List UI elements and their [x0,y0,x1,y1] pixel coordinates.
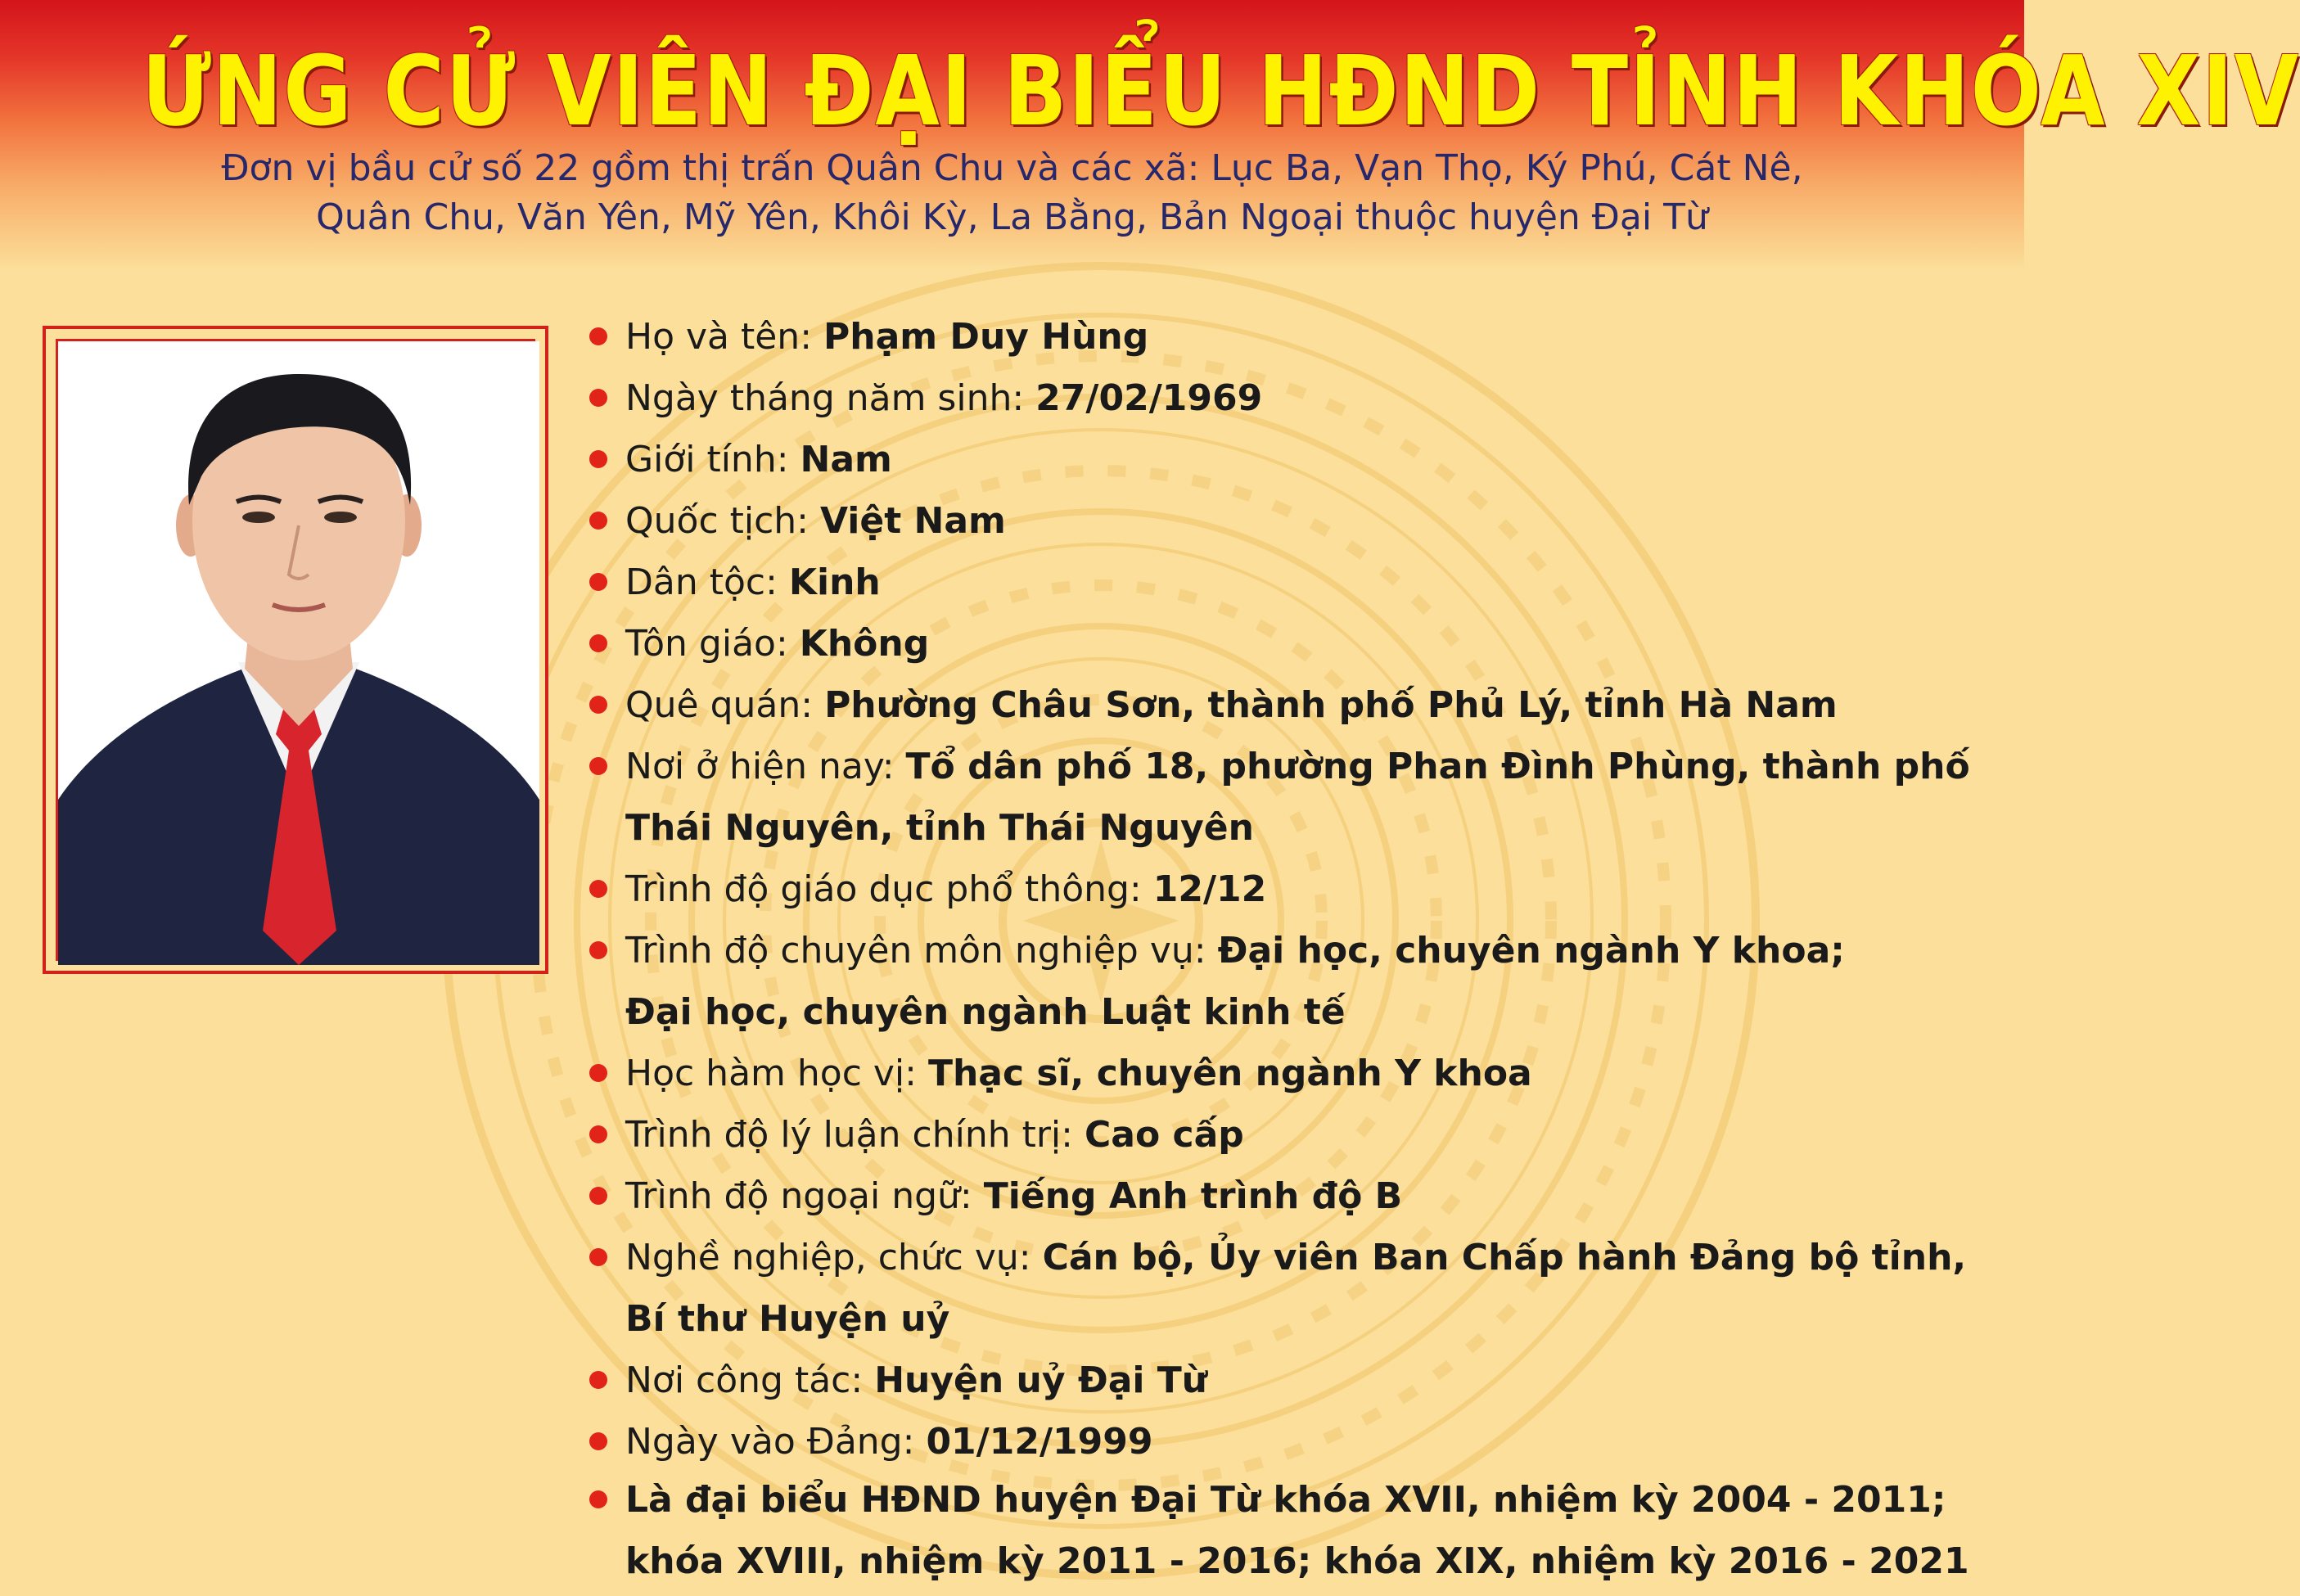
bullet-icon [589,941,607,959]
info-row [625,623,930,665]
info-label: Giới tính: [625,439,800,480]
info-value: Tổ dân phố 18, phường Phan Đình Phùng, thành phố [905,746,1970,787]
info-label: Quốc tịch: [625,500,820,542]
portrait-frame [43,326,548,974]
info-label: Họ và tên: [625,316,823,358]
info-value-continuation: khóa XVIII, nhiệm kỳ 2011 - 2016; khóa XIX, nhiệm kỳ 2016 - 2021 [625,1540,1969,1582]
bullet-icon [589,1064,607,1082]
info-label: Trình độ chuyên môn nghiệp vụ: [625,930,1218,972]
info-value: Cán bộ, Ủy viên Ban Chấp hành Đảng bộ tỉnh, [1042,1237,1967,1278]
bullet-icon [589,634,607,652]
info-row [625,1237,1967,1278]
bullet-icon [589,327,607,345]
info-row [625,1421,1153,1463]
info-value-continuation: Bí thư Huyện uỷ [625,1298,950,1340]
info-row [625,684,1838,726]
page-title: ỨNG CỬ VIÊN ĐẠI BIỂU HĐND TỈNH KHÓA XIV [142,34,2300,147]
info-row [625,561,881,603]
info-value: Cao cấp [1084,1114,1244,1156]
info-row [625,377,1263,419]
bullet-icon [589,1125,607,1143]
portrait-photo [56,339,535,961]
bullet-icon [589,1432,607,1450]
info-row [625,1175,1403,1217]
bullet-icon [589,512,607,530]
info-value: Là đại biểu HĐND huyện Đại Từ khóa XVII, nhiệm kỳ 2004 - 2011; [625,1479,1946,1521]
info-label: Tôn giáo: [625,623,800,665]
info-value: 27/02/1969 [1035,377,1263,419]
info-row [625,1479,1946,1521]
bullet-icon [589,389,607,407]
info-row [625,746,1970,787]
info-value-continuation: Thái Nguyên, tỉnh Thái Nguyên [625,807,1254,849]
info-value: Kinh [788,561,881,603]
info-row [625,868,1267,910]
info-label: Học hàm học vị: [625,1053,928,1094]
info-value: Phạm Duy Hùng [823,316,1149,358]
info-value: Nam [800,439,892,480]
info-label: Nơi ở hiện nay: [625,746,906,787]
info-label: Ngày vào Đảng: [625,1421,927,1463]
subtitle-line-2: Quân Chu, Văn Yên, Mỹ Yên, Khôi Kỳ, La Bằng, Bản Ngoại thuộc huyện Đại Từ [316,196,1708,238]
bullet-icon [589,1248,607,1266]
info-label: Quê quán: [625,684,825,726]
bullet-icon [589,573,607,591]
info-value-continuation: Đại học, chuyên ngành Luật kinh tế [625,991,1346,1033]
info-row [625,1359,1208,1401]
info-value: 01/12/1999 [926,1421,1153,1463]
info-row [625,500,1006,542]
info-row [625,439,892,480]
bullet-icon [589,880,607,898]
info-value: Tiếng Anh trình độ B [983,1175,1403,1217]
info-row [625,1114,1244,1156]
bullet-icon [589,757,607,775]
info-row [625,930,1845,972]
info-row [625,1053,1532,1094]
info-value: Đại học, chuyên ngành Y khoa; [1217,930,1845,972]
info-value: Thạc sĩ, chuyên ngành Y khoa [927,1053,1532,1094]
bullet-icon [589,450,607,468]
info-label: Ngày tháng năm sinh: [625,377,1036,419]
bullet-icon [589,696,607,714]
info-label: Trình độ giáo dục phổ thông: [625,868,1153,910]
subtitle-line-1: Đơn vị bầu cử số 22 gồm thị trấn Quân Chu và các xã: Lục Ba, Vạn Thọ, Ký Phú, Cát Nê, [221,147,1803,189]
info-label: Dân tộc: [625,561,789,603]
bullet-icon [589,1187,607,1205]
info-value: Không [799,623,930,665]
info-row [625,316,1149,358]
info-value: Phường Châu Sơn, thành phố Phủ Lý, tỉnh Hà Nam [824,684,1838,726]
info-value: Việt Nam [819,500,1006,542]
info-label: Trình độ ngoại ngữ: [625,1175,984,1217]
info-value: 12/12 [1152,868,1267,910]
info-label: Nghề nghiệp, chức vụ: [625,1237,1043,1278]
info-value: Huyện uỷ Đại Từ [874,1359,1208,1401]
info-label: Trình độ lý luận chính trị: [625,1114,1085,1156]
bullet-icon [589,1371,607,1389]
info-label: Nơi công tác: [625,1359,875,1401]
bullet-icon [589,1490,607,1508]
